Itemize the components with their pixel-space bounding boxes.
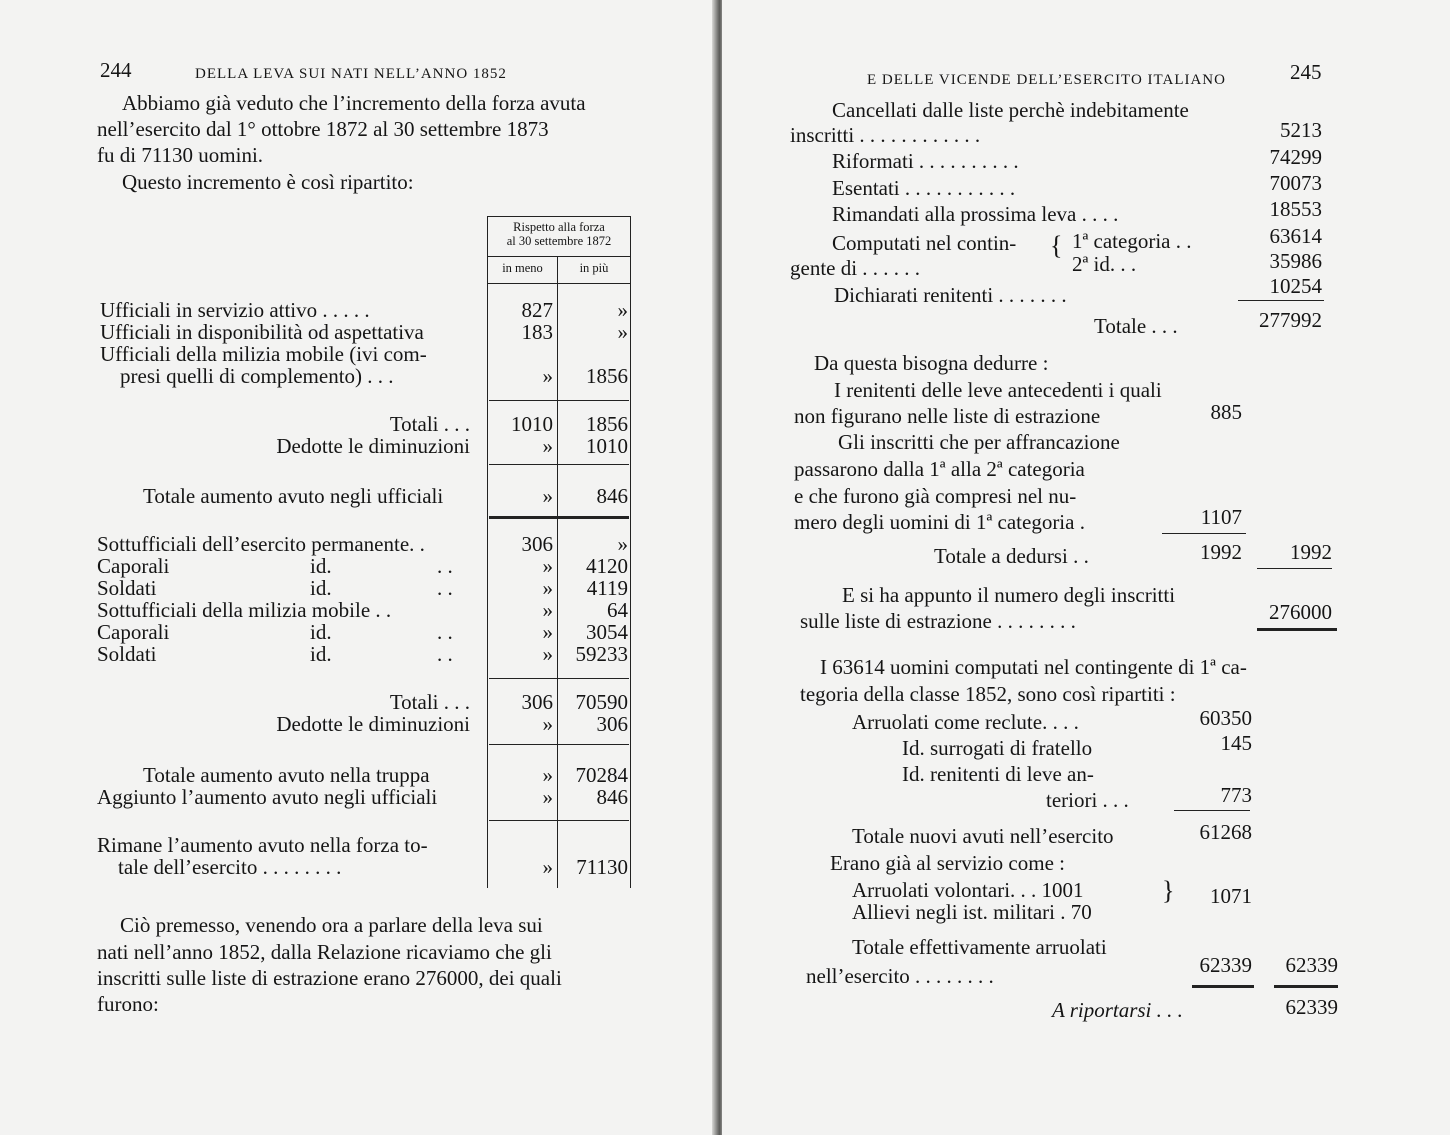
table-row-label: Ufficiali in servizio attivo . . . . . xyxy=(100,298,370,322)
eff-value: 62339 xyxy=(1199,953,1252,977)
table-row-sub: id. xyxy=(310,554,332,578)
left-page xyxy=(0,0,716,1135)
cell-piu: 70284 xyxy=(575,763,628,787)
table-row-sub: id. xyxy=(310,642,332,666)
list-label: inscritti . . . . . . . . . . . . xyxy=(790,123,981,147)
table-row-label: Caporali xyxy=(97,554,170,578)
intro-line: Abbiamo già veduto che l’incremento della forza avuta xyxy=(122,91,586,115)
right-page-number: 245 xyxy=(1290,60,1322,84)
outro-line: inscritti sulle liste di estrazione erano 276000, dei quali xyxy=(97,966,562,990)
brace-glyph: } xyxy=(1162,876,1175,905)
erano-line: Erano già al servizio come : xyxy=(830,851,1065,875)
volontari-line: Allievi negli ist. militari . 70 xyxy=(852,900,1092,924)
sum-rule xyxy=(489,820,629,821)
nuovi-value: 61268 xyxy=(1199,820,1252,844)
table-row-label: Sottufficiali della milizia mobile . . xyxy=(97,598,392,622)
table-row-dots: . . xyxy=(437,576,453,600)
table-row-dots: . . xyxy=(437,642,453,666)
cell-meno: 1010 xyxy=(511,412,553,436)
table-row-label: Ufficiali della milizia mobile (ivi com- xyxy=(100,342,427,366)
dedurre-line: Gli inscritti che per affrancazione xyxy=(838,430,1120,454)
para2-line: tegoria della classe 1852, sono così ripartiti : xyxy=(800,682,1176,706)
outro-line: nati nell’anno 1852, dalla Relazione ricaviamo che gli xyxy=(97,940,552,964)
list-value: 70073 xyxy=(1269,171,1322,195)
cell-meno: » xyxy=(542,598,553,622)
eff-line: Totale effettivamente arruolati xyxy=(852,935,1107,959)
cell-meno: » xyxy=(542,434,553,458)
table-row-label: Soldati xyxy=(97,576,157,600)
dedurre-line: e che furono già compresi nel nu- xyxy=(794,484,1077,508)
table-group-head: al 30 settembre 1872 xyxy=(506,234,612,248)
cell-piu: 70590 xyxy=(575,690,628,714)
cell-meno: » xyxy=(542,642,553,666)
table-row-label: presi quelli di complemento) . . . xyxy=(120,364,394,388)
cell-piu: » xyxy=(617,320,628,344)
arruolati-value: 773 xyxy=(1220,783,1252,807)
list-sub-label: 2ª id. . . xyxy=(1072,252,1137,276)
dedurre-line: non figurano nelle liste di estrazione xyxy=(794,404,1101,428)
volontari-line: Arruolati volontari. . . 1001 xyxy=(852,878,1084,902)
arruolati-value: 145 xyxy=(1220,731,1252,755)
table-row-label: Totali . . . xyxy=(389,690,470,714)
list-label: Cancellati dalle liste perchè indebitamente xyxy=(832,98,1189,122)
cell-meno: » xyxy=(542,554,553,578)
cell-meno: 306 xyxy=(521,532,553,556)
list-sub-label: 1ª categoria . . xyxy=(1072,229,1192,253)
sum-rule xyxy=(489,400,629,401)
table-row-sub: id. xyxy=(310,620,332,644)
cell-meno: 183 xyxy=(521,320,553,344)
cell-meno: » xyxy=(542,712,553,736)
table-group-head: Rispetto alla forza xyxy=(513,220,605,234)
cell-piu: » xyxy=(617,532,628,556)
table-row-label: Dedotte le diminuzioni xyxy=(276,712,470,736)
table-row-label: Soldati xyxy=(97,642,157,666)
list-label: Rimandati alla prossima leva . . . . xyxy=(832,202,1119,226)
cell-piu: 1856 xyxy=(586,412,628,436)
cell-piu: 71130 xyxy=(576,855,628,879)
eff-line: nell’esercito . . . . . . . . xyxy=(806,964,994,988)
cell-piu: » xyxy=(617,298,628,322)
table-row-label: Sottufficiali dell’esercito permanente. . xyxy=(97,532,425,556)
table-row-label: Dedotte le diminuzioni xyxy=(276,434,470,458)
list-value: 10254 xyxy=(1269,274,1322,298)
cell-piu: 846 xyxy=(596,785,628,809)
dedurre-total-label: Totale a dedursi . . xyxy=(934,544,1089,568)
list-label: Dichiarati renitenti . . . . . . . xyxy=(834,283,1067,307)
sum-rule xyxy=(1162,533,1246,534)
dedurre-total-carry: 1992 xyxy=(1290,540,1332,564)
riportarsi-value: 62339 xyxy=(1285,995,1338,1019)
arruolati-line: teriori . . . xyxy=(1046,788,1129,812)
arruolati-value: 60350 xyxy=(1199,706,1252,730)
intro-line: fu di 71130 uomini. xyxy=(97,143,264,167)
riportarsi-label: A riportarsi . . . xyxy=(1052,998,1183,1022)
sum-rule xyxy=(489,464,629,465)
table-top-rule xyxy=(487,216,631,217)
sum-double-rule xyxy=(1257,628,1337,631)
left-page-number: 244 xyxy=(100,58,132,82)
nuovi-label: Totale nuovi avuti nell’esercito xyxy=(852,824,1114,848)
right-page xyxy=(722,0,1450,1135)
cell-meno: » xyxy=(542,364,553,388)
cell-piu: 846 xyxy=(596,484,628,508)
total-value: 277992 xyxy=(1259,308,1322,332)
outro-line: furono: xyxy=(97,992,159,1016)
col-head-meno: in meno xyxy=(502,261,543,275)
sum-double-rule xyxy=(489,516,629,519)
cell-meno: » xyxy=(542,484,553,508)
dedurre-value: 1107 xyxy=(1200,505,1242,529)
table-row-label: Aggiunto l’aumento avuto negli ufficiali xyxy=(97,785,438,809)
cell-piu: 306 xyxy=(596,712,628,736)
cell-meno: » xyxy=(542,855,553,879)
intro-line: nell’esercito dal 1° ottobre 1872 al 30 settembre 1873 xyxy=(97,117,549,141)
table-row-label: Caporali xyxy=(97,620,170,644)
sum-double-rule xyxy=(1192,985,1254,988)
sum-rule xyxy=(1238,300,1324,301)
esi-line: E si ha appunto il numero degli inscritti xyxy=(842,583,1176,607)
outro-line: Ciò premesso, venendo ora a parlare della leva sui xyxy=(120,913,543,937)
cell-piu: 1856 xyxy=(586,364,628,388)
cell-piu: 4120 xyxy=(586,554,628,578)
table-row-sub: id. xyxy=(310,576,332,600)
table-right-rule xyxy=(630,216,631,888)
dedurre-line: passarono dalla 1ª alla 2ª categoria xyxy=(794,457,1085,481)
table-head-rule xyxy=(487,256,631,257)
eff-carry: 62339 xyxy=(1285,953,1338,977)
sum-double-rule xyxy=(1274,985,1338,988)
dedurre-line: I renitenti delle leve antecedenti i quali xyxy=(834,378,1162,402)
list-label: gente di . . . . . . xyxy=(790,256,921,280)
sum-rule xyxy=(1174,810,1250,811)
cell-meno: » xyxy=(542,785,553,809)
right-running-header: E DELLE VICENDE DELL’ESERCITO ITALIANO xyxy=(867,72,1226,88)
list-value: 18553 xyxy=(1269,197,1322,221)
list-value: 35986 xyxy=(1269,249,1322,273)
table-row-dots: . . xyxy=(437,554,453,578)
cell-piu: 4119 xyxy=(586,576,628,600)
arruolati-line: Arruolati come reclute. . . . xyxy=(852,710,1079,734)
list-label: Computati nel contin- xyxy=(832,231,1017,255)
arruolati-line: Id. renitenti di leve an- xyxy=(902,762,1094,786)
list-value: 5213 xyxy=(1280,118,1322,142)
sum-rule xyxy=(489,678,629,679)
col-head-piu: in più xyxy=(579,261,609,275)
cell-piu: 1010 xyxy=(586,434,628,458)
esi-value: 276000 xyxy=(1269,600,1332,624)
list-label: Esentati . . . . . . . . . . . xyxy=(832,176,1016,200)
esi-line: sulle liste di estrazione . . . . . . . . xyxy=(800,609,1076,633)
table-row-label: tale dell’esercito . . . . . . . . xyxy=(118,855,342,879)
sum-rule xyxy=(489,744,629,745)
list-value: 74299 xyxy=(1269,145,1322,169)
arruolati-line: Id. surrogati di fratello xyxy=(902,736,1093,760)
brace-glyph: { xyxy=(1050,231,1063,260)
list-value: 63614 xyxy=(1269,224,1322,248)
total-label: Totale . . . xyxy=(1094,314,1178,338)
list-label: Riformati . . . . . . . . . . xyxy=(832,149,1019,173)
dedurre-total-value: 1992 xyxy=(1200,540,1242,564)
intro-line: Questo incremento è così ripartito: xyxy=(122,170,414,194)
cell-meno: » xyxy=(542,576,553,600)
sum-rule xyxy=(1257,568,1332,569)
dedurre-line: mero degli uomini di 1ª categoria . xyxy=(794,510,1085,534)
cell-piu: 59233 xyxy=(575,642,628,666)
table-row-label: Totali . . . xyxy=(389,412,470,436)
cell-meno: 306 xyxy=(521,690,553,714)
table-row-dots: . . xyxy=(437,620,453,644)
cell-meno: » xyxy=(542,620,553,644)
cell-piu: 3054 xyxy=(586,620,628,644)
left-running-header: DELLA LEVA SUI NATI NELL’ANNO 1852 xyxy=(195,66,507,82)
volontari-value: 1071 xyxy=(1210,884,1252,908)
para2-line: I 63614 uomini computati nel contingente di 1ª ca- xyxy=(820,655,1247,679)
table-head-rule xyxy=(487,283,631,284)
cell-meno: 827 xyxy=(521,298,553,322)
dedurre-value: 885 xyxy=(1210,400,1242,424)
cell-piu: 64 xyxy=(607,598,628,622)
table-row-label: Totale aumento avuto negli ufficiali xyxy=(143,484,444,508)
table-row-label: Ufficiali in disponibilità od aspettativa xyxy=(100,320,424,344)
table-row-label: Rimane l’aumento avuto nella forza to- xyxy=(97,833,428,857)
table-row-label: Totale aumento avuto nella truppa xyxy=(143,763,430,787)
dedurre-intro: Da questa bisogna dedurre : xyxy=(814,351,1049,375)
cell-meno: » xyxy=(542,763,553,787)
